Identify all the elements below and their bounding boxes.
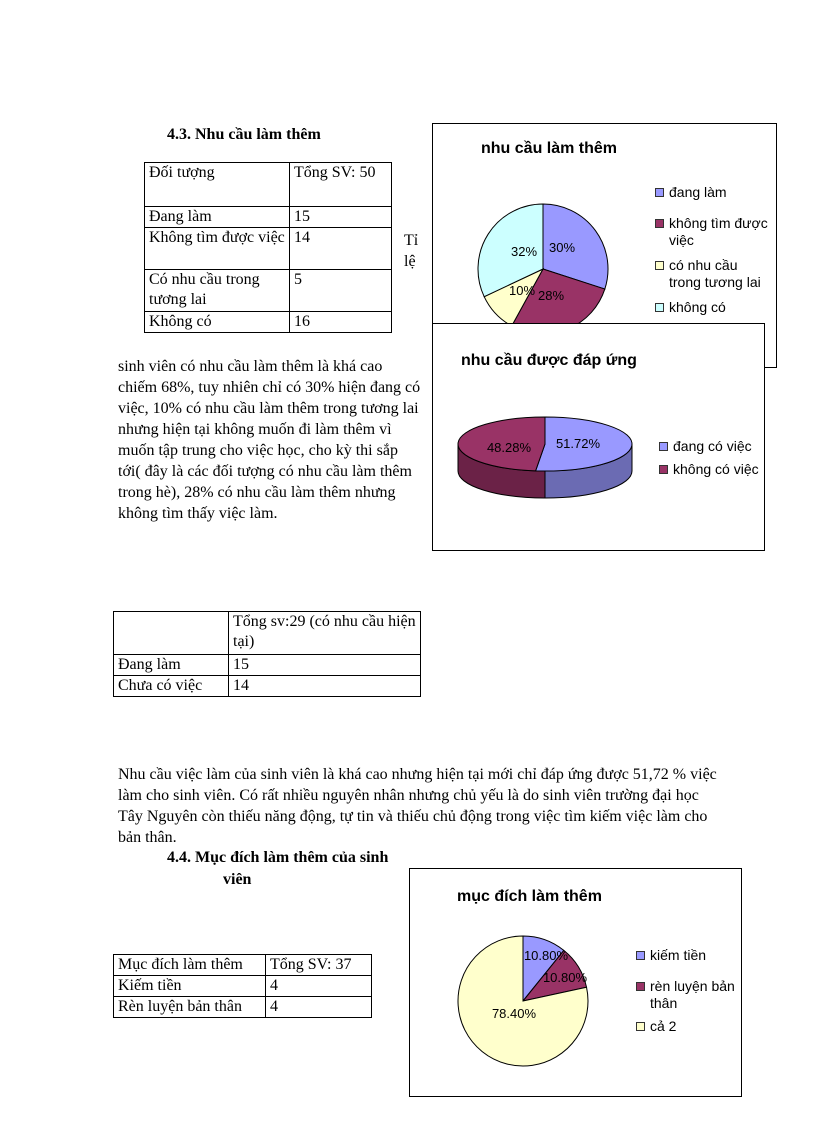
table-cell: 15 (229, 655, 421, 676)
table-cell: 4 (266, 976, 372, 997)
legend-item (655, 184, 773, 201)
chart-legend (655, 184, 773, 322)
legend-item (655, 299, 773, 316)
table-row (145, 270, 392, 312)
summary-paragraph: Nhu cầu việc làm của sinh viên là khá cao nhưng hiện tại mới chỉ đáp ứng được 51,72 % việc làm cho sinh viên. Có rất nhiều nguyên nhân nhưng chủ yếu là do sinh viên trường đại học Tây Nguyên còn thiếu năng động, tự tin và thiếu chủ động trong việc tìm kiếm việc làm cho bản thân. (118, 766, 717, 846)
data-label: 10.80% (523, 948, 569, 963)
pie-chart-fulfilled (433, 324, 764, 550)
table-cell: 15 (290, 207, 392, 228)
legend-label: có nhu cầu trong tương lai (669, 257, 761, 290)
table-header (114, 612, 229, 655)
purpose-table (113, 954, 372, 1018)
table-header: Tổng SV: 37 (266, 955, 372, 976)
table-cell: 16 (290, 312, 392, 333)
legend-label: không có việc (673, 461, 759, 477)
legend-swatch (636, 982, 645, 991)
table-cell: Không tìm được việc (145, 228, 290, 270)
legend-swatch (659, 442, 668, 451)
data-label: 28% (537, 288, 565, 303)
legend-item (636, 1018, 740, 1035)
legend-label: không có (669, 299, 726, 315)
legend-swatch (655, 219, 664, 228)
table-cell: Không có (145, 312, 290, 333)
legend-swatch (636, 951, 645, 960)
data-label: 10.80% (542, 970, 588, 985)
section-44-heading-cont: viên (223, 871, 252, 888)
legend-swatch (655, 188, 664, 197)
table-header: Đối tượng (145, 163, 290, 207)
chart-legend (659, 438, 763, 484)
legend-item (636, 947, 740, 964)
data-label: 32% (510, 244, 538, 259)
legend-swatch (655, 303, 664, 312)
fulfilled-table (113, 611, 421, 697)
data-label: 10% (508, 283, 536, 298)
data-label: 48.28% (486, 440, 532, 455)
table-row (114, 997, 372, 1018)
table-row (145, 312, 392, 333)
table-row (114, 976, 372, 997)
section-43-heading: 4.3. Nhu cầu làm thêm (167, 126, 321, 143)
table-row (145, 228, 392, 270)
table-row (114, 955, 372, 976)
legend-label: kiếm tiền (650, 947, 707, 963)
table-cell: Đang làm (145, 207, 290, 228)
table-cell: 14 (229, 676, 421, 697)
section-43-paragraph: sinh viên có nhu cầu làm thêm là khá cao chiếm 68%, tuy nhiên chỉ có 30% hiện đang có việc, 10% có nhu cầu làm thêm trong tương lai nhưng hiện tại không muốn đi làm thêm vì muốn tập trung cho việc học, cho kỳ thi sắp tới( đây là các đối tượng có nhu cầu làm thêm trong hè), 28% có nhu cầu làm thêm nhưng không tìm thấy việc làm. (118, 358, 421, 522)
chart-purpose (409, 868, 742, 1097)
table-cell: Có nhu cầu trong tương lai (145, 270, 290, 312)
chart-title: mục đích làm thêm (457, 888, 602, 905)
table-header: Tổng sv:29 (có nhu cầu hiện tại) (229, 612, 421, 655)
table-cell: Kiếm tiền (114, 976, 266, 997)
data-label: 30% (548, 240, 576, 255)
table-row (114, 655, 421, 676)
table-cell: 5 (290, 270, 392, 312)
chart-title: nhu cầu được đáp ứng (461, 352, 637, 369)
section-44-heading: 4.4. Mục đích làm thêm của sinh (167, 849, 389, 866)
table-row (114, 676, 421, 697)
table-cell: 4 (266, 997, 372, 1018)
data-label: 78.40% (491, 1006, 537, 1021)
table-cell: Chưa có việc (114, 676, 229, 697)
chart-fulfilled (432, 323, 765, 551)
chart-legend (636, 947, 740, 1041)
legend-swatch (655, 261, 664, 270)
table-header: Mục đích làm thêm (114, 955, 266, 976)
legend-item (659, 461, 763, 478)
table-cell: Rèn luyện bản thân (114, 997, 266, 1018)
demand-table (144, 162, 392, 333)
legend-label: đang có việc (673, 438, 752, 454)
legend-label: cả 2 (650, 1018, 677, 1034)
table-cell: 14 (290, 228, 392, 270)
legend-label: không tìm được việc (669, 215, 768, 248)
side-fragment: Tỉ lệ (404, 232, 419, 270)
legend-item (655, 215, 773, 249)
legend-label: rèn luyện bản thân (650, 978, 735, 1011)
legend-item (655, 257, 773, 291)
table-row (145, 207, 392, 228)
legend-swatch (659, 465, 668, 474)
table-header: Tổng SV: 50 (290, 163, 392, 207)
legend-item (636, 978, 740, 1012)
chart-title: nhu cầu làm thêm (481, 140, 618, 157)
table-cell: Đang làm (114, 655, 229, 676)
legend-label: đang làm (669, 184, 727, 200)
legend-swatch (636, 1022, 645, 1031)
data-label: 51.72% (555, 436, 601, 451)
legend-item (659, 438, 763, 455)
